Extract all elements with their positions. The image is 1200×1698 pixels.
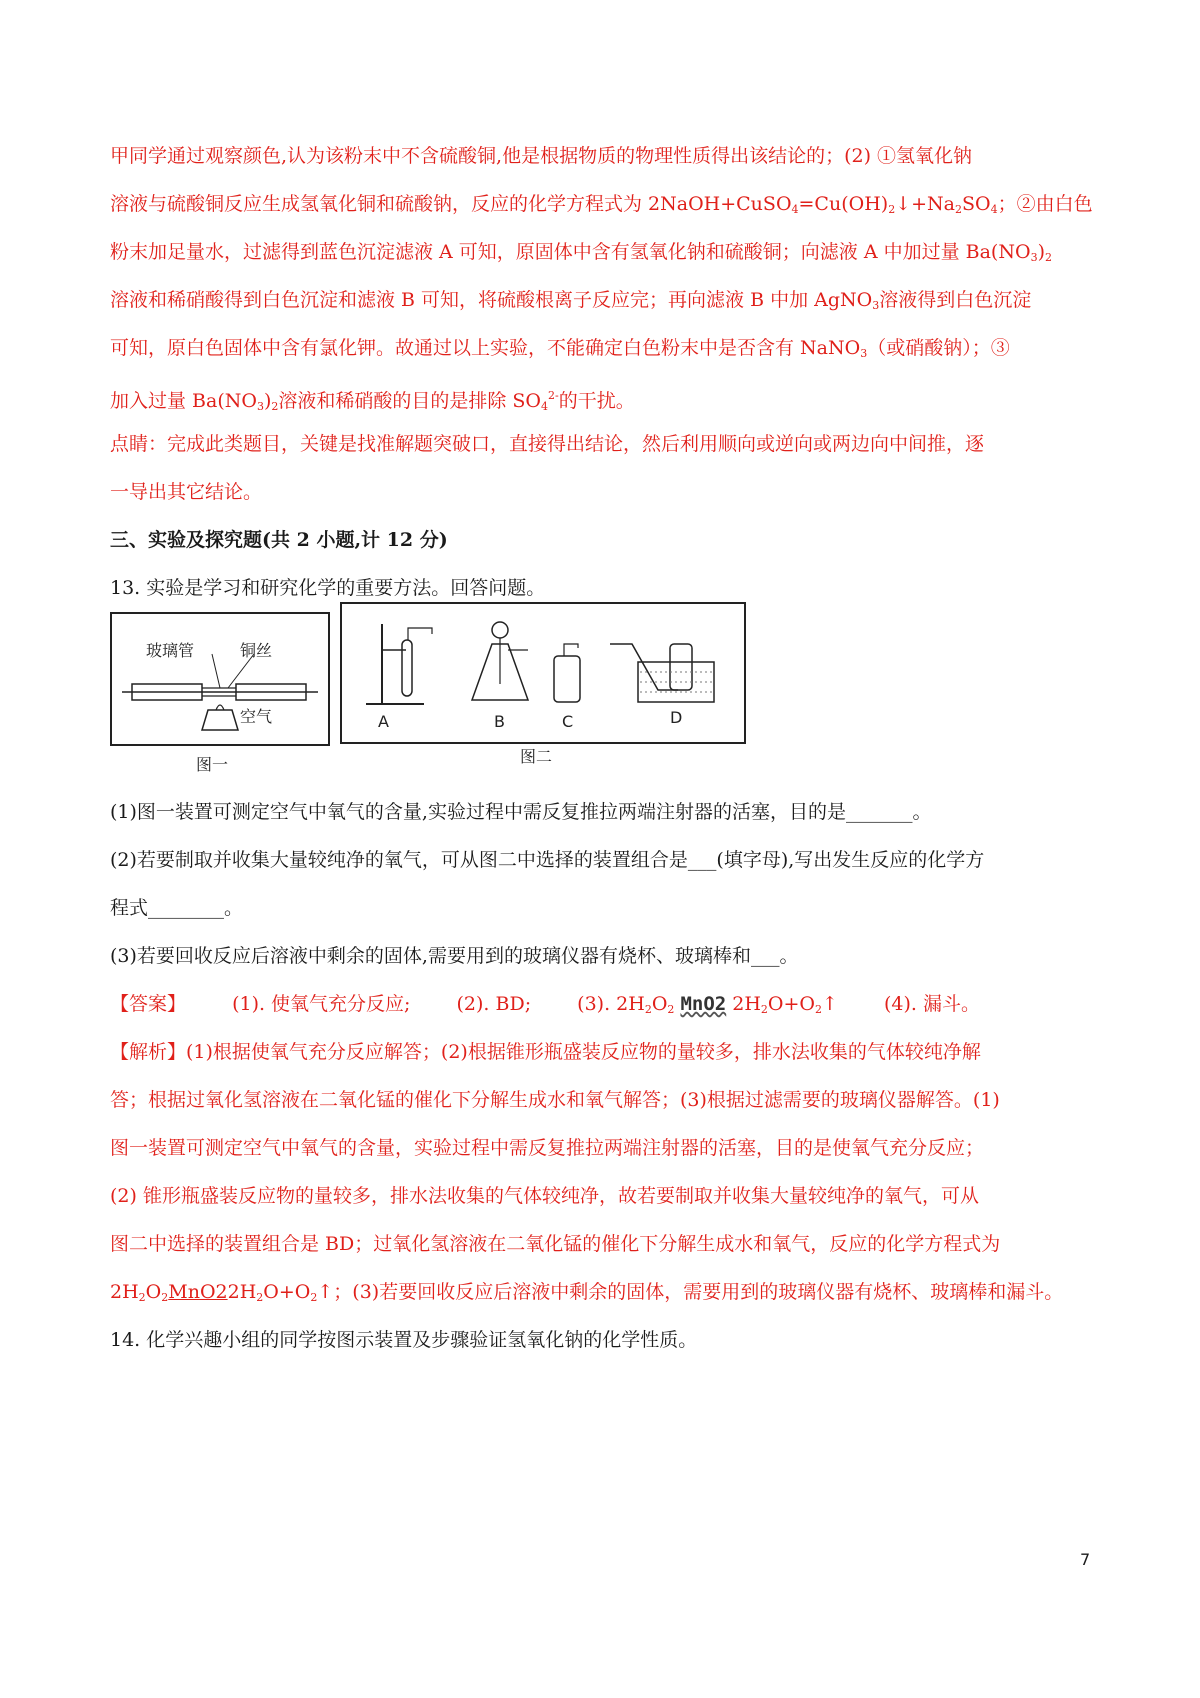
- text-line: 粉末加足量水，过滤得到蓝色沉淀滤液 A 可知，原固体中含有氢氧化钠和硫酸铜；向滤液 A 中加过量 $Ba(NO_3)_2$: [110, 241, 1052, 264]
- text-line: 甲同学通过观察颜色,认为该粉末中不含硫酸铜,他是根据物质的物理性质得出该结论的；(2) ①氢氧化钠: [110, 145, 973, 167]
- label-air: 空气: [240, 707, 273, 726]
- analysis-line: (2) 锥形瓶盛装反应物的量较多，排水法收集的气体较纯净，故若要制取并收集大量较纯净的氧气，可从: [110, 1185, 979, 1207]
- analysis-line: 答；根据过氧化氢溶液在二氧化锰的催化下分解生成水和氧气解答；(3)根据过滤需要的玻璃仪器解答。(1): [110, 1089, 1000, 1111]
- question-13-part-1: (1)图一装置可测定空气中氧气的含量,实验过程中需反复推拉两端注射器的活塞，目的是_______。: [110, 801, 932, 823]
- label-b: B: [494, 712, 505, 731]
- question-13-part-3: (3)若要回收反应后溶液中剩余的固体,需要用到的玻璃仪器有烧杯、玻璃棒和___。: [110, 945, 799, 967]
- analysis-line: 图二中选择的装置组合是 BD；过氧化氢溶液在二氧化锰的催化下分解生成水和氧气，反应的化学方程式为: [110, 1233, 1001, 1255]
- analysis-block: [110, 1028, 1100, 1316]
- text-line: 溶液和稀硝酸得到白色沉淀和滤液 B 可知，将硫酸根离子反应完；再向滤液 B 中加 AgNO$_3$溶液得到白色沉淀: [110, 289, 1032, 312]
- analysis-line: 图一装置可测定空气中氧气的含量，实验过程中需反复推拉两端注射器的活塞，目的是使氧气充分反应；: [110, 1137, 985, 1159]
- question-13-part-2: (2)若要制取并收集大量较纯净的氧气，可从图二中选择的装置组合是___(填字母),写出发生反应的化学方: [110, 849, 985, 871]
- section-3: [110, 516, 1100, 612]
- question-13-stem: 13. 实验是学习和研究化学的重要方法。回答问题。: [110, 577, 546, 599]
- analysis-line: $2H_2O_2MnO22H_2O+O_2↑$；(3)若要回收反应后溶液中剩余的固体，需要用到的玻璃仪器有烧杯、玻璃棒和漏斗。: [110, 1281, 1064, 1304]
- figure-one-caption: 图一: [196, 755, 229, 774]
- label-c: C: [562, 712, 574, 731]
- answer-block: [110, 980, 1100, 1028]
- text-line: 溶液与硫酸铜反应生成氢氧化铜和硫酸钠，反应的化学方程式为 $2NaOH+CuSO_4=Cu(OH)_2↓+Na_2SO_4$；②由白色: [110, 193, 1093, 216]
- note-line: 一导出其它结论。: [110, 481, 263, 503]
- question-14-stem: 14. 化学兴趣小组的同学按图示装置及步骤验证氢氧化钠的化学性质。: [110, 1329, 698, 1351]
- catalyst-mno2: MnO2: [680, 993, 727, 1015]
- question-14: [110, 1316, 1100, 1364]
- answer-tag: 【答案】: [110, 993, 187, 1015]
- section-heading: 三、实验及探究题(共 2 小题,计 12 分): [110, 529, 448, 551]
- figure-one: [110, 612, 330, 746]
- page-number: 7: [1080, 1550, 1091, 1569]
- text-line: 可知，原白色固体中含有氯化钾。故通过以上实验，不能确定白色粉末中是否含有 NaNO$_3$（或硝酸钠）；③: [110, 337, 1010, 360]
- question-13-part-2-cont: 程式________。: [110, 897, 244, 919]
- analysis-line: 【解析】(1)根据使氧气充分反应解答；(2)根据锥形瓶盛装反应物的量较多，排水法收集的气体较纯净解: [110, 1041, 981, 1063]
- syringe-apparatus-diagram: [112, 614, 328, 744]
- catalyst-mno2-inline: MnO2: [168, 1281, 228, 1303]
- figure-two: [340, 602, 746, 744]
- label-d: D: [670, 708, 683, 727]
- label-glass-tube: 玻璃管: [146, 641, 195, 660]
- answer-line: 【答案】 (1). 使氧气充分反应; (2). BD; (3). $2H_2O_2$ MnO2 $2H_2O+O_2↑$ (4). 漏斗。: [110, 993, 980, 1016]
- solution-continuation: [110, 132, 1100, 516]
- label-a: A: [378, 712, 389, 731]
- label-copper-wire: 铜丝: [240, 641, 273, 660]
- question-13-parts: [110, 788, 1100, 980]
- text-line: 加入过量 $Ba(NO_3)_2$溶液和稀硝酸的目的是排除 $SO_4^{2-}$的干扰。: [110, 389, 635, 413]
- figure-two-caption: 图二: [520, 747, 553, 766]
- gas-apparatus-diagram: [342, 604, 744, 742]
- note-line: 点睛：完成此类题目，关键是找准解题突破口，直接得出结论，然后利用顺向或逆向或两边向中间推，逐: [110, 433, 985, 455]
